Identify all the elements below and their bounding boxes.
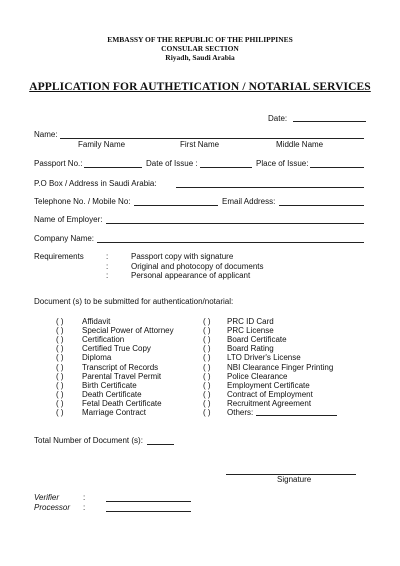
document-checkbox[interactable]: ( ) [56, 326, 64, 336]
document-option-label: Birth Certificate [82, 380, 137, 390]
document-checkbox[interactable]: ( ) [56, 344, 64, 354]
document-option-label: LTO Driver's License [227, 353, 301, 363]
requirement-item: Personal appearance of applicant [131, 271, 251, 280]
document-checkbox[interactable]: ( ) [203, 371, 211, 381]
document-option-label: Employment Certificate [227, 380, 310, 390]
employer-label: Name of Employer: [34, 215, 103, 224]
total-documents-label: Total Number of Document (s): [34, 436, 143, 445]
verifier-colon: : [83, 493, 86, 502]
others-line[interactable] [256, 415, 337, 416]
document-checkbox[interactable]: ( ) [56, 380, 64, 390]
document-checkbox[interactable]: ( ) [56, 317, 64, 326]
document-checkbox[interactable]: ( ) [56, 398, 64, 408]
name-label: Name: [34, 130, 58, 139]
document-option-label: Fetal Death Certificate [82, 398, 162, 408]
email-label: Email Address: [222, 197, 276, 206]
embassy-location: Riyadh, Saudi Arabia [165, 53, 235, 62]
email-line[interactable] [279, 205, 364, 206]
employer-line[interactable] [106, 223, 364, 224]
document-option-label: Contract of Employment [227, 389, 313, 399]
document-option-label: Special Power of Attorney [82, 326, 174, 336]
first-name-caption: First Name [180, 140, 220, 149]
document-option-label: Diploma [82, 353, 112, 363]
document-checkbox[interactable]: ( ) [56, 362, 64, 372]
document-checkbox[interactable]: ( ) [56, 353, 64, 363]
family-name-caption: Family Name [78, 140, 126, 149]
document-option-label: NBI Clearance Finger Printing [227, 362, 334, 372]
document-checkbox[interactable]: ( ) [203, 335, 211, 345]
company-label: Company Name: [34, 234, 95, 243]
address-label: P.O Box / Address in Saudi Arabia: [34, 179, 157, 188]
date-of-issue-label: Date of Issue : [146, 159, 198, 168]
middle-name-caption: Middle Name [276, 140, 324, 149]
requirements-colon: : [106, 262, 109, 271]
document-checkbox[interactable]: ( ) [203, 380, 211, 390]
passport-no-line[interactable] [84, 167, 142, 168]
date-label: Date: [268, 114, 288, 123]
document-option-label: Parental Travel Permit [82, 371, 162, 381]
embassy-name: EMBASSY OF THE REPUBLIC OF THE PHILIPPINES [107, 35, 293, 44]
passport-no-label: Passport No.: [34, 159, 83, 168]
total-documents-line[interactable] [147, 444, 174, 445]
document-checkbox[interactable]: ( ) [56, 371, 64, 381]
name-line[interactable] [60, 138, 364, 139]
processor-colon: : [83, 503, 86, 512]
place-of-issue-line[interactable] [310, 167, 364, 168]
place-of-issue-label: Place of Issue: [256, 159, 309, 168]
document-option-label: Affidavit [82, 317, 111, 326]
document-option-label: Certification [82, 335, 125, 345]
address-line[interactable] [176, 187, 364, 188]
document-checkbox[interactable]: ( ) [203, 326, 211, 336]
requirements-colon: : [106, 252, 109, 261]
telephone-label: Telephone No. / Mobile No: [34, 197, 131, 206]
document-option-label: Recruitment Agreement [227, 398, 312, 408]
document-checkbox[interactable]: ( ) [56, 389, 64, 399]
document-option-label: Death Certificate [82, 389, 142, 399]
document-checkbox[interactable]: ( ) [203, 389, 211, 399]
requirement-item: Passport copy with signature [131, 252, 234, 261]
telephone-line[interactable] [134, 205, 218, 206]
document-checkbox[interactable]: ( ) [203, 398, 211, 408]
document-option-label: Transcript of Records [82, 362, 159, 372]
document-option-label: Board Certificate [227, 335, 287, 345]
requirements-colon: : [106, 271, 109, 280]
requirements-label: Requirements [34, 252, 84, 261]
requirement-item: Original and photocopy of documents [131, 262, 264, 271]
document-checkbox[interactable]: ( ) [56, 408, 64, 417]
document-option-label: PRC ID Card [227, 317, 274, 326]
document-checkbox[interactable]: ( ) [203, 344, 211, 354]
company-line[interactable] [97, 242, 364, 243]
processor-line[interactable] [106, 511, 191, 512]
document-option-label: PRC License [227, 326, 274, 336]
form-title: APPLICATION FOR AUTHETICATION / NOTARIAL SERVICES [29, 81, 371, 93]
document-option-label: Marriage Contract [82, 408, 147, 417]
signature-caption: Signature [277, 475, 312, 484]
document-checkbox[interactable]: ( ) [203, 362, 211, 372]
date-line[interactable] [293, 121, 366, 122]
consular-section: CONSULAR SECTION [161, 44, 239, 53]
date-of-issue-line[interactable] [200, 167, 252, 168]
document-checkbox[interactable]: ( ) [203, 408, 211, 417]
document-checkbox[interactable]: ( ) [203, 353, 211, 363]
document-checkbox[interactable]: ( ) [203, 317, 211, 326]
document-option-label: Others: [227, 408, 254, 417]
verifier-line[interactable] [106, 501, 191, 502]
documents-heading: Document (s) to be submitted for authentication/notarial: [34, 297, 234, 306]
document-option-label: Certified True Copy [82, 344, 151, 354]
verifier-label: Verifier [34, 493, 60, 502]
document-option-label: Police Clearance [227, 371, 288, 381]
document-checkbox[interactable]: ( ) [56, 335, 64, 345]
document-option-label: Board Rating [227, 344, 274, 354]
processor-label: Processor [34, 503, 71, 512]
